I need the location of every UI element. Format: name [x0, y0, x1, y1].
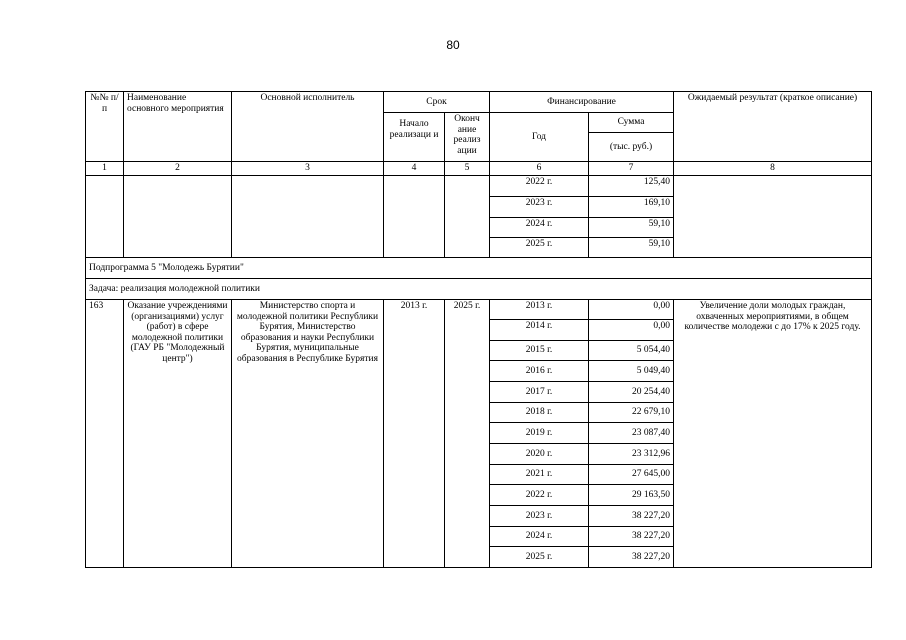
- header-term-start: Начало реализаци и: [384, 113, 445, 162]
- activity-sum: 23 087,40: [589, 423, 674, 444]
- carryover-empty: [674, 176, 872, 258]
- activity-sum: 5 049,40: [589, 361, 674, 382]
- activity-year: 2017 г.: [490, 382, 589, 403]
- carryover-empty: [86, 176, 124, 258]
- activity-year: 2014 г.: [490, 320, 589, 341]
- header-term: Срок: [384, 92, 490, 113]
- subprogram-row: Подпрограмма 5 "Молодежь Бурятии": [86, 258, 872, 279]
- activity-name: Оказание учреждениями (организациями) услуг (работ) в сфере молодежной политики (ГАУ РБ "Молодежный центр"): [124, 300, 232, 568]
- activity-year: 2015 г.: [490, 341, 589, 361]
- header-sum: Сумма: [589, 113, 674, 133]
- column-number: 3: [232, 162, 384, 176]
- carryover-sum: 125,40: [589, 176, 674, 197]
- header-num: №№ п/п: [86, 92, 124, 162]
- activity-year: 2020 г.: [490, 444, 589, 465]
- page-number: 80: [446, 38, 460, 52]
- carryover-empty: [445, 176, 490, 258]
- activity-year: 2019 г.: [490, 423, 589, 444]
- activity-year: 2023 г.: [490, 506, 589, 527]
- carryover-year: 2022 г.: [490, 176, 589, 197]
- activity-year: 2022 г.: [490, 485, 589, 506]
- carryover-year: 2023 г.: [490, 197, 589, 218]
- carryover-year: 2025 г.: [490, 238, 589, 258]
- activity-num: 163: [86, 300, 124, 568]
- carryover-empty: [384, 176, 445, 258]
- header-sum-unit: (тыс. руб.): [589, 133, 674, 162]
- activity-sum: 38 227,20: [589, 527, 674, 547]
- activity-year: 2016 г.: [490, 361, 589, 382]
- activity-start: 2013 г.: [384, 300, 445, 568]
- activity-sum: 5 054,40: [589, 341, 674, 361]
- header-term-end: Оконч ание реализ ации: [445, 113, 490, 162]
- activity-sum: 38 227,20: [589, 506, 674, 527]
- activity-sum: 23 312,96: [589, 444, 674, 465]
- column-number: 7: [589, 162, 674, 176]
- carryover-sum: 169,10: [589, 197, 674, 218]
- carryover-empty: [232, 176, 384, 258]
- carryover-empty: [124, 176, 232, 258]
- column-number: 5: [445, 162, 490, 176]
- activity-year: 2024 г.: [490, 527, 589, 547]
- carryover-year: 2024 г.: [490, 218, 589, 238]
- column-number: 2: [124, 162, 232, 176]
- activity-sum: 38 227,20: [589, 547, 674, 568]
- activity-sum: 20 254,40: [589, 382, 674, 403]
- activity-sum: 0,00: [589, 320, 674, 341]
- activity-year: 2013 г.: [490, 300, 589, 320]
- carryover-sum: 59,10: [589, 238, 674, 258]
- header-financing: Финансирование: [490, 92, 674, 113]
- activity-sum: 0,00: [589, 300, 674, 320]
- activity-result: Увеличение доли молодых граждан, охваченных мероприятиями, в общем количестве молодежи с до 17% к 2025 году.: [674, 300, 872, 568]
- activity-year: 2021 г.: [490, 465, 589, 485]
- financing-table: [85, 91, 872, 568]
- header-result: Ожидаемый результат (краткое описание): [674, 92, 872, 162]
- column-number: 4: [384, 162, 445, 176]
- header-year: Год: [490, 113, 589, 162]
- carryover-sum: 59,10: [589, 218, 674, 238]
- column-number: 8: [674, 162, 872, 176]
- column-number: 6: [490, 162, 589, 176]
- activity-year: 2025 г.: [490, 547, 589, 568]
- header-name: Наименование основного мероприятия: [124, 92, 232, 162]
- activity-executor: Министерство спорта и молодежной политики Республики Бурятия, Министерство образования и науки Республики Бурятия, муниципальные образования в Республике Бурятия: [232, 300, 384, 568]
- activity-sum: 27 645,00: [589, 465, 674, 485]
- header-executor: Основной исполнитель: [232, 92, 384, 162]
- activity-sum: 22 679,10: [589, 403, 674, 423]
- activity-sum: 29 163,50: [589, 485, 674, 506]
- task-row: Задача: реализация молодежной политики: [86, 279, 872, 300]
- activity-year: 2018 г.: [490, 403, 589, 423]
- column-number: 1: [86, 162, 124, 176]
- activity-end: 2025 г.: [445, 300, 490, 568]
